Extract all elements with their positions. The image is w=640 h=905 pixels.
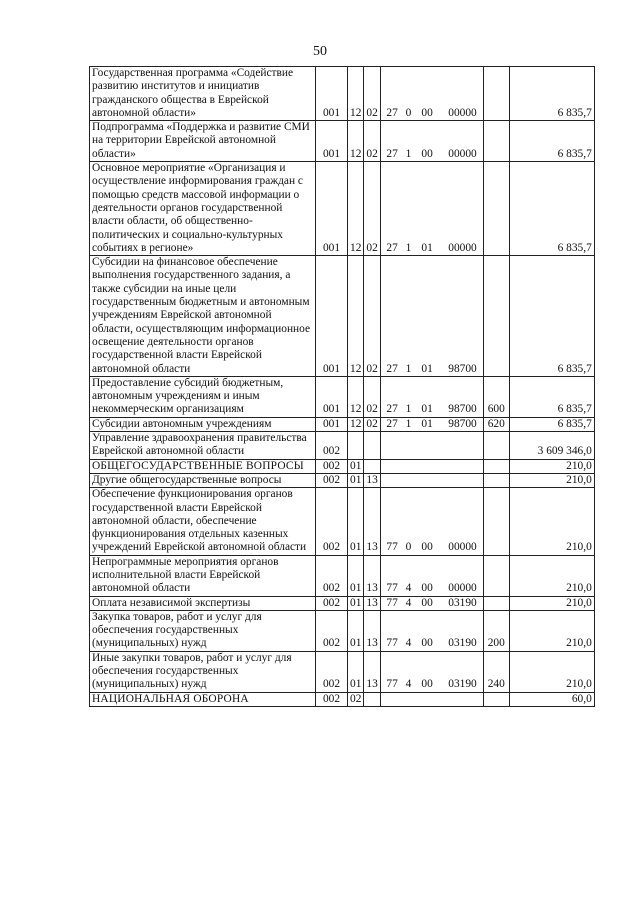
target-article-cell [380, 256, 483, 377]
target-article-parts [383, 148, 481, 161]
subsection-code-cell [364, 692, 380, 706]
target-article-part: 01 [421, 241, 433, 254]
target-article-part: 98700 [448, 417, 477, 430]
table-row [90, 692, 595, 706]
target-article-part: 00 [421, 678, 433, 691]
amount-cell: 210,0 [509, 488, 594, 555]
grbs-code-cell: 002 [316, 692, 348, 706]
expense-type-cell [483, 432, 509, 460]
target-article-cell [380, 651, 483, 692]
target-article-parts [383, 403, 481, 416]
table-row [90, 473, 595, 487]
expense-type-cell [483, 121, 509, 162]
grbs-code-cell: 002 [316, 610, 348, 651]
amount-cell: 210,0 [509, 473, 594, 487]
target-article-cell [380, 432, 483, 460]
budget-table-body [90, 67, 595, 707]
target-article-part: 03190 [448, 596, 477, 609]
target-article-cell [380, 488, 483, 555]
subsection-code-cell: 02 [364, 376, 380, 417]
section-code-cell: 12 [348, 121, 364, 162]
target-article-part: 4 [405, 637, 412, 650]
row-name-cell: Основное мероприятие «Организация и осуществление информирования граждан с помощью средств массовой информации о деятельности органов государственной власти области, об общественно-политических и социально-культурных событиях в регионе» [90, 162, 316, 256]
target-article-cell [380, 376, 483, 417]
target-article-part: 98700 [448, 403, 477, 416]
target-article-part: 00 [421, 637, 433, 650]
target-article-part: 00000 [448, 241, 477, 254]
amount-cell: 6 835,7 [509, 417, 594, 431]
grbs-code-cell: 002 [316, 555, 348, 596]
subsection-code-cell [364, 432, 380, 460]
table-row [90, 432, 595, 460]
subsection-code-cell: 13 [364, 555, 380, 596]
table-row [90, 121, 595, 162]
section-code-cell: 01 [348, 651, 364, 692]
section-code-cell: 01 [348, 459, 364, 473]
grbs-code-cell: 002 [316, 596, 348, 610]
table-row [90, 162, 595, 256]
target-article-parts [383, 107, 481, 120]
table-row [90, 596, 595, 610]
expense-type-cell [483, 162, 509, 256]
amount-cell: 6 835,7 [509, 121, 594, 162]
subsection-code-cell: 02 [364, 67, 380, 121]
target-article-parts [383, 541, 481, 554]
row-name-cell: Субсидии автономным учреждениям [90, 417, 316, 431]
grbs-code-cell: 002 [316, 651, 348, 692]
expense-type-cell [483, 692, 509, 706]
subsection-code-cell: 13 [364, 651, 380, 692]
grbs-code-cell: 001 [316, 376, 348, 417]
target-article-parts [383, 418, 481, 431]
target-article-part: 98700 [448, 362, 477, 375]
grbs-code-cell: 002 [316, 432, 348, 460]
row-name-cell: Непрограммные мероприятия органов исполнительной власти Еврейской автономной области [90, 555, 316, 596]
row-name-cell: Управление здравоохранения правительства Еврейской автономной области [90, 432, 316, 460]
grbs-code-cell: 001 [316, 417, 348, 431]
table-row [90, 417, 595, 431]
table-row [90, 651, 595, 692]
expense-type-cell [483, 596, 509, 610]
target-article-part: 4 [405, 678, 412, 691]
target-article-part: 03190 [448, 637, 477, 650]
subsection-code-cell: 13 [364, 610, 380, 651]
target-article-part: 77 [386, 582, 398, 595]
target-article-part: 00 [421, 541, 433, 554]
section-code-cell: 01 [348, 473, 364, 487]
target-article-part: 03190 [448, 678, 477, 691]
target-article-cell [380, 67, 483, 121]
target-article-part: 27 [386, 417, 398, 430]
target-article-part: 00 [421, 582, 433, 595]
target-article-part: 1 [405, 362, 412, 375]
row-name-cell: Иные закупки товаров, работ и услуг для обеспечения государственных (муниципальных) нужд [90, 651, 316, 692]
section-code-cell: 12 [348, 67, 364, 121]
amount-cell: 6 835,7 [509, 256, 594, 377]
row-name-cell: Субсидии на финансовое обеспечение выполнения государственного задания, а также субсидии на иные цели государственным бюджетным и автономным учреждениям Еврейской автономной области, осуществляющим информационное освещение деятельности органов государственной власти Еврейской автономной области [90, 256, 316, 377]
table-row [90, 610, 595, 651]
target-article-part: 1 [405, 417, 412, 430]
target-article-cell [380, 417, 483, 431]
row-name-cell: Предоставление субсидий бюджетным, автономным учреждениям и иным некоммерческим организациям [90, 376, 316, 417]
target-article-part: 27 [386, 362, 398, 375]
expense-type-cell [483, 555, 509, 596]
table-row [90, 376, 595, 417]
section-code-cell: 01 [348, 596, 364, 610]
section-code-cell: 01 [348, 610, 364, 651]
amount-cell: 6 835,7 [509, 162, 594, 256]
table-row [90, 555, 595, 596]
target-article-part: 01 [421, 417, 433, 430]
grbs-code-cell: 002 [316, 459, 348, 473]
amount-cell: 210,0 [509, 555, 594, 596]
target-article-parts [383, 363, 481, 376]
expense-type-cell [483, 67, 509, 121]
target-article-parts [383, 582, 481, 595]
section-code-cell: 01 [348, 488, 364, 555]
amount-cell: 210,0 [509, 651, 594, 692]
expense-type-cell: 620 [483, 417, 509, 431]
amount-cell: 210,0 [509, 459, 594, 473]
target-article-part: 00000 [448, 147, 477, 160]
grbs-code-cell: 001 [316, 256, 348, 377]
row-name-cell: Другие общегосударственные вопросы [90, 473, 316, 487]
row-name-cell: ОБЩЕГОСУДАРСТВЕННЫЕ ВОПРОСЫ [90, 459, 316, 473]
target-article-part: 0 [405, 106, 412, 119]
target-article-part: 77 [386, 637, 398, 650]
table-row [90, 256, 595, 377]
grbs-code-cell: 001 [316, 67, 348, 121]
target-article-part: 1 [405, 241, 412, 254]
target-article-part: 01 [421, 403, 433, 416]
amount-cell: 210,0 [509, 596, 594, 610]
target-article-cell [380, 459, 483, 473]
expense-type-cell: 600 [483, 376, 509, 417]
target-article-parts [383, 637, 481, 650]
page-number: 50 [313, 44, 327, 59]
expense-type-cell [483, 459, 509, 473]
row-name-cell: Обеспечение функционирования органов государственной власти Еврейской автономной области, обеспечение функционирования отдельных казенных учреждений Еврейской автономной области [90, 488, 316, 555]
grbs-code-cell: 002 [316, 488, 348, 555]
target-article-parts [383, 678, 481, 691]
section-code-cell: 12 [348, 256, 364, 377]
target-article-part: 00 [421, 106, 433, 119]
target-article-part: 27 [386, 147, 398, 160]
section-code-cell: 01 [348, 555, 364, 596]
subsection-code-cell: 13 [364, 488, 380, 555]
subsection-code-cell [364, 459, 380, 473]
subsection-code-cell: 02 [364, 121, 380, 162]
expense-type-cell: 200 [483, 610, 509, 651]
grbs-code-cell: 001 [316, 162, 348, 256]
amount-cell: 6 835,7 [509, 67, 594, 121]
subsection-code-cell: 02 [364, 162, 380, 256]
table-row [90, 459, 595, 473]
target-article-part: 0 [405, 541, 412, 554]
subsection-code-cell: 02 [364, 417, 380, 431]
target-article-part: 1 [405, 147, 412, 160]
grbs-code-cell: 002 [316, 473, 348, 487]
row-name-cell: НАЦИОНАЛЬНАЯ ОБОРОНА [90, 692, 316, 706]
section-code-cell [348, 432, 364, 460]
target-article-cell [380, 692, 483, 706]
target-article-part: 00000 [448, 106, 477, 119]
target-article-part: 27 [386, 403, 398, 416]
expense-type-cell [483, 256, 509, 377]
target-article-part: 77 [386, 678, 398, 691]
target-article-cell [380, 121, 483, 162]
section-code-cell: 12 [348, 417, 364, 431]
target-article-part: 77 [386, 541, 398, 554]
amount-cell: 3 609 346,0 [509, 432, 594, 460]
amount-cell: 210,0 [509, 610, 594, 651]
amount-cell: 6 835,7 [509, 376, 594, 417]
target-article-parts [383, 597, 481, 610]
section-code-cell: 12 [348, 376, 364, 417]
subsection-code-cell: 13 [364, 596, 380, 610]
target-article-part: 00000 [448, 541, 477, 554]
expense-type-cell [483, 473, 509, 487]
row-name-cell: Закупка товаров, работ и услуг для обеспечения государственных (муниципальных) нужд [90, 610, 316, 651]
subsection-code-cell: 13 [364, 473, 380, 487]
grbs-code-cell: 001 [316, 121, 348, 162]
table-row [90, 67, 595, 121]
target-article-cell [380, 162, 483, 256]
target-article-part: 4 [405, 596, 412, 609]
section-code-cell: 12 [348, 162, 364, 256]
target-article-part: 4 [405, 582, 412, 595]
target-article-part: 1 [405, 403, 412, 416]
target-article-part: 77 [386, 596, 398, 609]
target-article-part: 27 [386, 241, 398, 254]
target-article-part: 01 [421, 362, 433, 375]
target-article-part: 00 [421, 596, 433, 609]
subsection-code-cell: 02 [364, 256, 380, 377]
target-article-cell [380, 610, 483, 651]
budget-table [89, 66, 595, 707]
section-code-cell: 02 [348, 692, 364, 706]
target-article-parts [383, 242, 481, 255]
row-name-cell: Оплата независимой экспертизы [90, 596, 316, 610]
target-article-part: 00 [421, 147, 433, 160]
row-name-cell: Государственная программа «Содействие развитию институтов и инициатив гражданского общества в Еврейской автономной области» [90, 67, 316, 121]
expense-type-cell: 240 [483, 651, 509, 692]
target-article-cell [380, 473, 483, 487]
target-article-part: 00000 [448, 582, 477, 595]
expense-type-cell [483, 488, 509, 555]
amount-cell: 60,0 [509, 692, 594, 706]
table-row [90, 488, 595, 555]
target-article-part: 27 [386, 106, 398, 119]
row-name-cell: Подпрограмма «Поддержка и развитие СМИ на территории Еврейской автономной области» [90, 121, 316, 162]
target-article-cell [380, 596, 483, 610]
target-article-cell [380, 555, 483, 596]
